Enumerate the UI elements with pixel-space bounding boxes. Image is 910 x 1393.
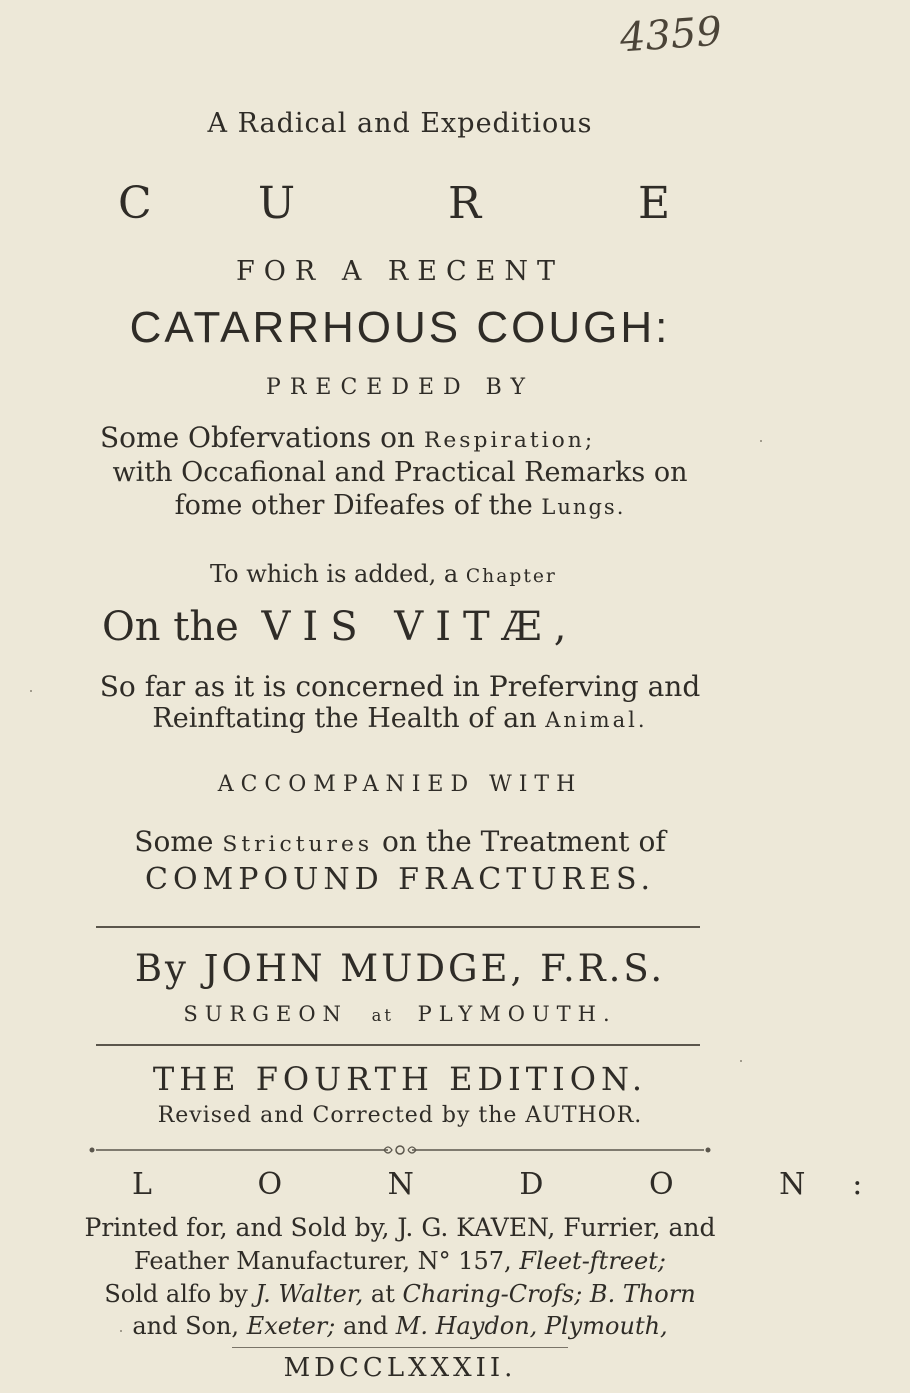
observations-text: Some Obfervations on xyxy=(100,421,424,454)
compound-fractures-line: COMPOUND FRACTURES. xyxy=(145,862,655,897)
chapter-word: Chapter xyxy=(465,566,557,587)
paper-speck xyxy=(30,690,32,692)
to-which-line xyxy=(210,560,557,588)
vis-vitae-text: VIS VITÆ, xyxy=(261,604,579,650)
divider-rule-top xyxy=(96,926,700,928)
so-far-line: So far as it is concerned in Preferving and xyxy=(99,670,701,703)
date-line: MDCCLXXXII. xyxy=(283,1353,517,1383)
catarrhous-cough-line: CATARRHOUS COUGH: xyxy=(129,303,671,352)
cure-letter-r: R xyxy=(448,178,482,229)
intro-line: A Radical and Expeditious xyxy=(207,108,593,139)
plymouth-word: PLYMOUTH. xyxy=(417,1002,617,1026)
imprint-line-3 xyxy=(0,1280,800,1308)
fleet-street-text: Fleet-ftreet; xyxy=(519,1247,666,1275)
lungs-word: Lungs. xyxy=(541,494,626,519)
london-text: L O N D O N: xyxy=(132,1167,910,1202)
surgeon-word: SURGEON xyxy=(183,1002,348,1026)
revised-line: Revised and Corrected by the AUTHOR. xyxy=(157,1103,643,1128)
and-text: and xyxy=(335,1312,396,1340)
animal-word: Animal. xyxy=(545,707,648,732)
divider-rule-middle xyxy=(96,1044,700,1046)
cure-letter-e: E xyxy=(638,178,671,229)
strictures-line xyxy=(0,825,800,858)
for-a-recent-line: FOR A RECENT xyxy=(236,256,564,287)
ornamental-rule xyxy=(88,1140,712,1160)
surgeon-line xyxy=(0,1002,800,1026)
cure-letter-u: U xyxy=(258,178,296,229)
divider-rule-bottom xyxy=(232,1347,568,1348)
vis-vitae-line xyxy=(102,604,578,650)
paper-speck xyxy=(120,1330,122,1332)
thorn-name: B. Thorn xyxy=(582,1280,696,1308)
reinstating-line xyxy=(0,703,800,734)
occasional-remarks-line: with Occafional and Practical Remarks on xyxy=(112,457,688,488)
strictures-some: Some xyxy=(134,825,223,858)
observations-line xyxy=(100,421,595,454)
handwritten-shelfmark: 4359 xyxy=(618,8,724,62)
haydon-plymouth-text: M. Haydon, Plymouth, xyxy=(395,1312,668,1340)
respiration-word: Respiration; xyxy=(423,428,596,453)
author-line: By JOHN MUDGE, F.R.S. xyxy=(134,947,666,990)
strictures-rest: on the Treatment of xyxy=(373,825,666,858)
and-son-text: and Son, xyxy=(132,1312,247,1340)
imprint-line-4 xyxy=(0,1312,800,1340)
preceded-by-line: PRECEDED BY xyxy=(266,375,534,400)
cure-letter-c: C xyxy=(118,178,152,229)
charing-cross-text: Charing-Crofs; xyxy=(402,1280,583,1308)
to-which-text: To which is added, a xyxy=(210,560,466,588)
imprint-line-2-text: Feather Manufacturer, N° 157, xyxy=(134,1247,520,1275)
strictures-word: Strictures xyxy=(222,832,374,857)
walter-name: J. Walter, xyxy=(255,1280,364,1308)
sold-also-text: Sold alfo by xyxy=(104,1280,256,1308)
imprint-line-1: Printed for, and Sold by, J. G. KAVEN, Furrier, and xyxy=(84,1213,716,1242)
at-text: at xyxy=(363,1280,403,1308)
at-word: at xyxy=(371,1006,394,1025)
accompanied-with-line: ACCOMPANIED WITH xyxy=(217,772,583,797)
on-the-text: On the xyxy=(102,604,239,650)
diseases-line xyxy=(0,490,800,521)
edition-line: THE FOURTH EDITION. xyxy=(152,1060,648,1098)
exeter-text: Exeter; xyxy=(246,1312,336,1340)
imprint-line-2 xyxy=(0,1247,800,1275)
diseases-text: fome other Difeafes of the xyxy=(174,490,542,521)
paper-speck xyxy=(740,1060,742,1062)
paper-speck xyxy=(760,440,762,442)
reinstating-text: Reinftating the Health of an xyxy=(152,703,546,734)
